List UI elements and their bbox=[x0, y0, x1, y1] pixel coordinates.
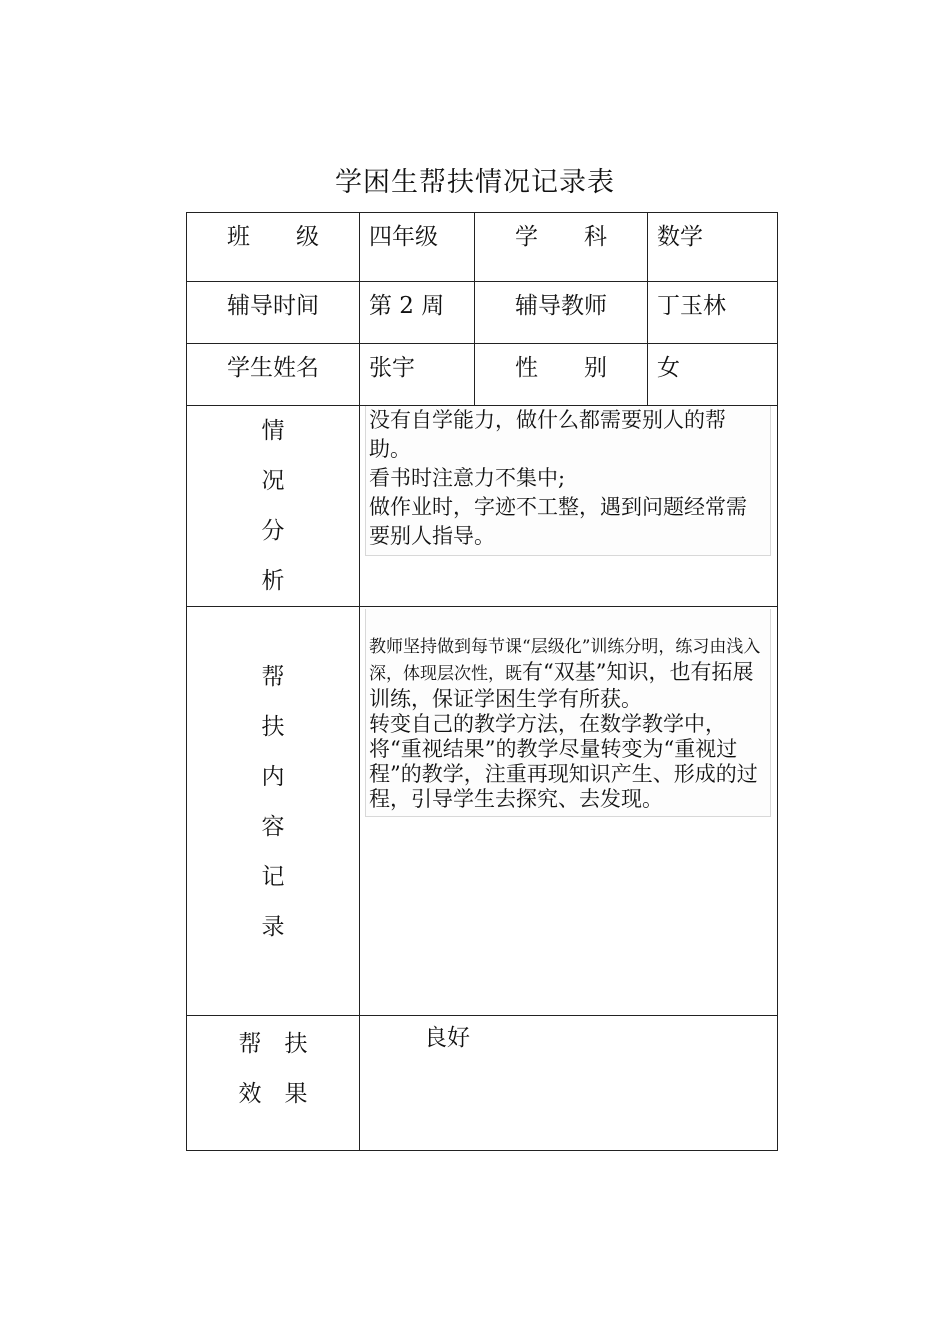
analysis-line: 没有自学能力，做什么都需要别人的帮助。 bbox=[369, 408, 726, 461]
help-label bbox=[187, 607, 360, 1016]
help-label-char: 录 bbox=[261, 914, 285, 940]
gender-value: 女 bbox=[648, 344, 778, 406]
help-label-char: 容 bbox=[261, 814, 285, 840]
effect-label bbox=[187, 1016, 360, 1151]
analysis-label bbox=[187, 406, 360, 607]
record-table bbox=[186, 212, 778, 1151]
help-paragraph-2: 转变自己的教学方法，在数学教学中，将“重视结果”的教学尽量转变为“重视过程”的教学，注重再现知识产生、形成的过程，引导学生去探究、去发现。 bbox=[369, 712, 758, 811]
row-class-subject bbox=[187, 213, 778, 282]
help-label-char: 记 bbox=[261, 864, 285, 890]
student-value: 张宇 bbox=[360, 344, 475, 406]
effect-label-line: 效 果 bbox=[238, 1081, 308, 1107]
time-label: 辅导时间 bbox=[187, 282, 360, 344]
page-title: 学困生帮扶情况记录表 bbox=[335, 167, 615, 198]
row-time-teacher bbox=[187, 282, 778, 344]
subject-value: 数学 bbox=[648, 213, 778, 282]
help-content bbox=[360, 607, 778, 1016]
analysis-text-box bbox=[365, 406, 771, 556]
class-label: 班 级 bbox=[187, 213, 360, 282]
time-value: 第 2 周 bbox=[360, 282, 475, 344]
teacher-value: 丁玉林 bbox=[648, 282, 778, 344]
row-analysis bbox=[187, 406, 778, 607]
help-label-char: 帮 bbox=[261, 664, 285, 690]
gender-label: 性 别 bbox=[475, 344, 648, 406]
help-paragraph-1-rest: 有“双基”知识，也有拓展训练，保证学困生学有所获。 bbox=[369, 660, 754, 711]
help-label-char: 扶 bbox=[261, 714, 285, 740]
analysis-line: 看书时注意力不集中; bbox=[369, 466, 566, 490]
analysis-label-char: 况 bbox=[261, 468, 285, 494]
effect-label-line: 帮 扶 bbox=[238, 1031, 308, 1057]
analysis-content bbox=[360, 406, 778, 607]
analysis-label-char: 分 bbox=[261, 518, 285, 544]
row-student-gender bbox=[187, 344, 778, 406]
row-help bbox=[187, 607, 778, 1016]
analysis-label-char: 情 bbox=[261, 418, 285, 444]
help-paragraph-1 bbox=[369, 633, 767, 712]
student-label: 学生姓名 bbox=[187, 344, 360, 406]
analysis-label-char: 析 bbox=[261, 568, 285, 594]
help-text-box bbox=[365, 609, 771, 817]
analysis-line: 做作业时，字迹不工整，遇到问题经常需要别人指导。 bbox=[369, 495, 747, 548]
help-paragraph-1-small: 教师坚持做到每节课“层级化”训练分明，练习由浅入深，体现层次性，既 bbox=[369, 637, 761, 684]
teacher-label: 辅导教师 bbox=[475, 282, 648, 344]
effect-value: 良好 bbox=[360, 1016, 778, 1151]
subject-label: 学 科 bbox=[475, 213, 648, 282]
row-effect bbox=[187, 1016, 778, 1151]
class-value: 四年级 bbox=[360, 213, 475, 282]
help-label-char: 内 bbox=[261, 764, 285, 790]
